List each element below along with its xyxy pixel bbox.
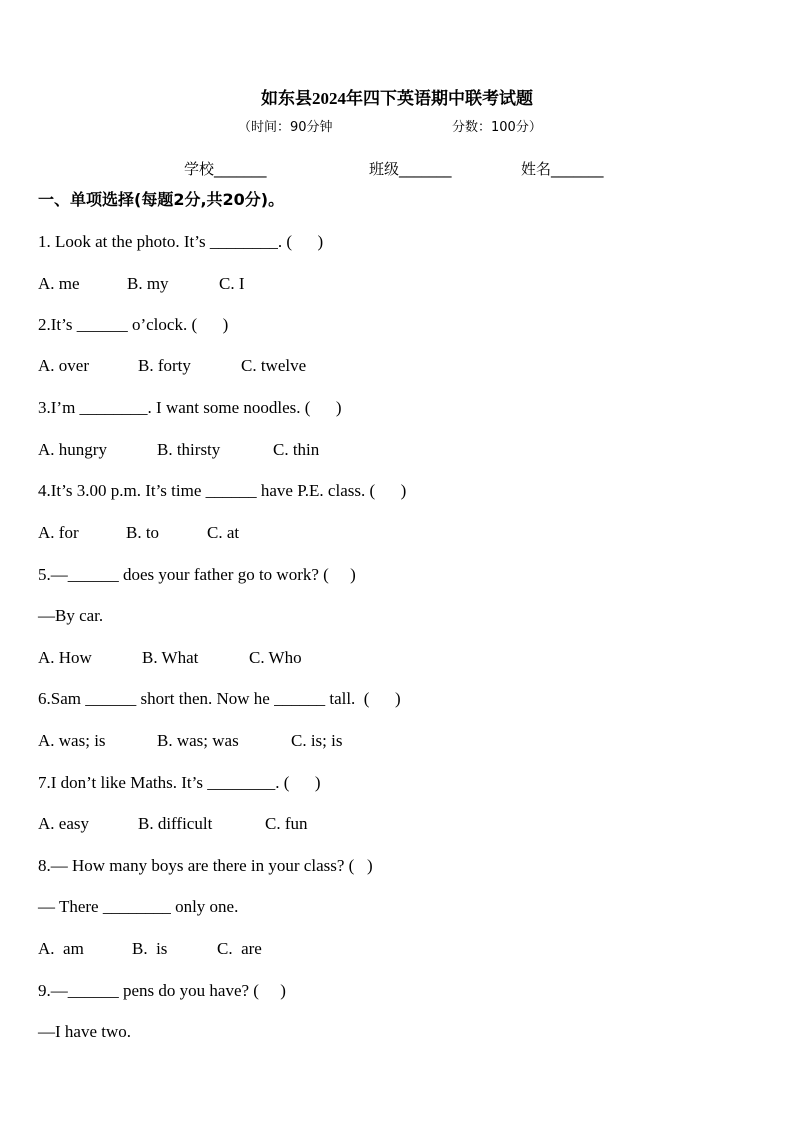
- question-7-options: [38, 814, 638, 836]
- question-8-options: [38, 939, 638, 961]
- question-5: 5.—______ does your father go to work? ( ): [38, 565, 356, 584]
- question-6: 6.Sam ______ short then. Now he ______ tall. ( ): [38, 689, 401, 708]
- question-5-answer-line: —By car.: [38, 606, 104, 625]
- name-field: 姓名_______: [521, 160, 604, 178]
- exam-time: （时间：90分钟: [238, 120, 333, 135]
- question-2: 2.It’s ______ o’clock. ( ): [38, 315, 229, 334]
- question-6-options: [38, 731, 638, 753]
- option-c: C. twelve: [241, 356, 307, 375]
- option-c: C. Who: [249, 648, 302, 667]
- option-a: A. How: [38, 648, 92, 667]
- question-9-answer-line: —I have two.: [38, 1022, 132, 1041]
- option-a: A. easy: [38, 814, 89, 833]
- question-4-options: [38, 523, 638, 545]
- question-2-options: [38, 356, 638, 378]
- option-a: A. me: [38, 274, 80, 293]
- question-9: 9.—______ pens do you have? ( ): [38, 981, 286, 1000]
- option-c: C. I: [219, 274, 245, 293]
- option-a: A. am: [38, 939, 84, 958]
- option-a: A. was; is: [38, 731, 106, 750]
- option-a: A. for: [38, 523, 79, 542]
- question-5-options: [38, 648, 638, 670]
- option-c: C. is; is: [291, 731, 343, 750]
- option-b: B. difficult: [138, 814, 213, 833]
- option-c: C. are: [217, 939, 262, 958]
- option-b: B. What: [142, 648, 199, 667]
- class-field: 班级_______: [369, 160, 452, 178]
- option-c: C. thin: [273, 440, 320, 459]
- section-heading: 一、单项选择(每题2分,共20分)。: [38, 190, 285, 209]
- question-1: 1. Look at the photo. It’s ________. ( ): [38, 232, 324, 251]
- question-4: 4.It’s 3.00 p.m. It’s time ______ have P.E. class. ( ): [38, 481, 407, 500]
- option-c: C. fun: [265, 814, 308, 833]
- option-b: B. thirsty: [157, 440, 221, 459]
- option-a: A. over: [38, 356, 89, 375]
- exam-score: 分数：100分）: [452, 120, 542, 135]
- question-7: 7.I don’t like Maths. It’s ________. ( ): [38, 773, 321, 792]
- question-3-options: [38, 440, 638, 462]
- exam-meta: [0, 116, 794, 136]
- question-1-options: [38, 274, 638, 296]
- option-b: B. forty: [138, 356, 191, 375]
- school-field: 学校_______: [184, 160, 267, 178]
- exam-title: 如东县2024年四下英语期中联考试题: [261, 89, 533, 108]
- option-b: B. my: [127, 274, 169, 293]
- question-3: 3.I’m ________. I want some noodles. ( ): [38, 398, 342, 417]
- option-b: B. is: [132, 939, 168, 958]
- student-info: [0, 158, 794, 180]
- option-b: B. to: [126, 523, 160, 542]
- option-b: B. was; was: [157, 731, 239, 750]
- question-8: 8.— How many boys are there in your class? ( ): [38, 856, 373, 875]
- option-c: C. at: [207, 523, 240, 542]
- question-8-answer-line: — There ________ only one.: [38, 897, 239, 916]
- option-a: A. hungry: [38, 440, 107, 459]
